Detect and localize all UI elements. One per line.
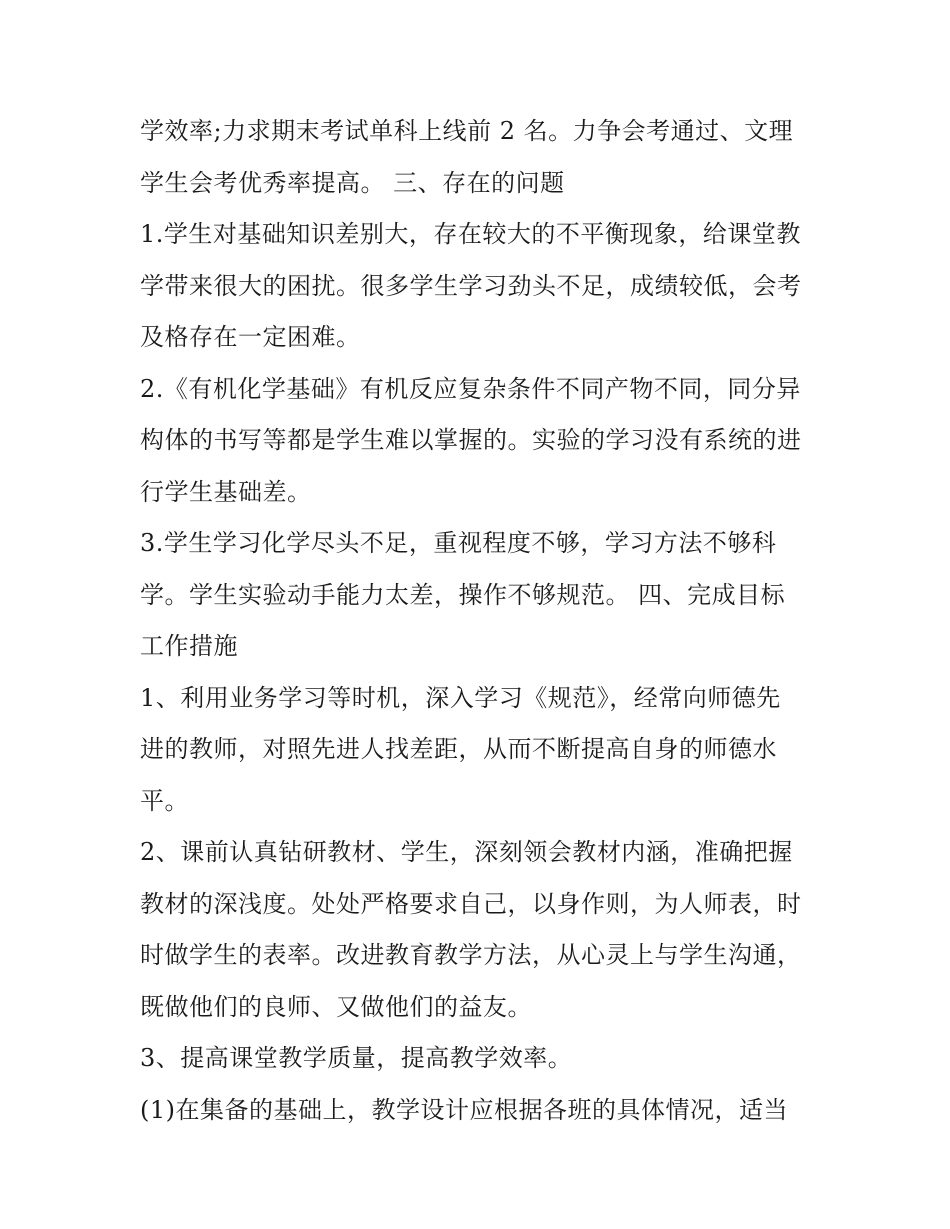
text-line: 学生会考优秀率提高。 三、存在的问题	[140, 168, 565, 197]
text-line: (1)在集备的基础上，教学设计应根据各班的具体情况，适当	[140, 1095, 788, 1124]
text-line: 1.学生对基础知识差别大，存在较大的不平衡现象，给课堂教	[140, 220, 801, 248]
text-line: 平。	[140, 786, 189, 815]
text-line: 构体的书写等都是学生难以掌握的。实验的学习没有系统的进	[140, 426, 802, 454]
text-line: 学带来很大的困扰。很多学生学习劲头不足，成绩较低，会考	[140, 271, 802, 300]
text-line: 工作措施	[140, 632, 238, 660]
text-line: 既做他们的良师、又做他们的益友。	[140, 992, 532, 1021]
text-line: 1、利用业务学习等时机，深入学习《规范》，经常向师德先	[140, 683, 781, 712]
text-line: 教材的深浅度。处处严格要求自己，以身作则，为人师表，时	[140, 889, 802, 918]
text-line: 3、提高课堂教学质量，提高教学效率。	[140, 1044, 573, 1072]
text-line: 2、课前认真钻研教材、学生，深刻领会教材内涵，准确把握	[140, 838, 793, 866]
text-line: 及格存在一定困难。	[140, 323, 361, 351]
text-line: 进的教师，对照先进人找差距，从而不断提高自身的师德水	[140, 735, 777, 763]
text-line: 2.《有机化学基础》有机反应复杂条件不同产物不同，同分异	[140, 374, 801, 403]
text-line: 3.学生学习化学尽头不足，重视程度不够，学习方法不够科	[140, 529, 777, 557]
text-line: 行学生基础差。	[140, 477, 312, 506]
text-line: 学效率;力求期末考试单科上线前 2 名。力争会考通过、文理	[140, 117, 794, 145]
text-line: 时做学生的表率。改进教育教学方法，从心灵上与学生沟通，	[140, 941, 802, 969]
document-body	[140, 106, 830, 1136]
text-line: 学。学生实验动手能力太差，操作不够规范。 四、完成目标	[140, 580, 786, 609]
